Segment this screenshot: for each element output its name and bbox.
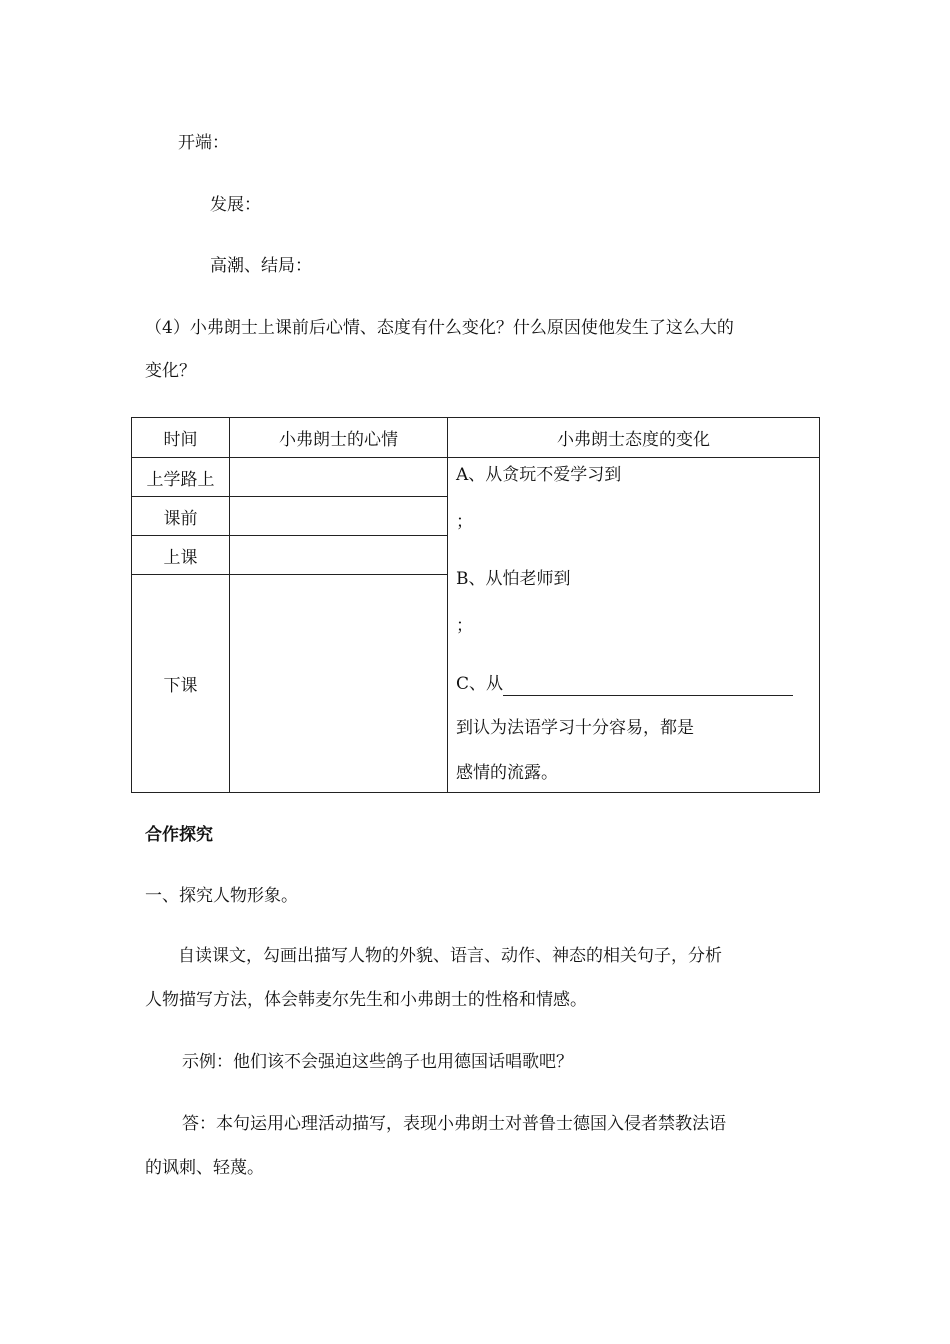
answer-line2: 的讽刺、轻蔑。 <box>145 1158 264 1178</box>
plot-start: 开端： <box>178 133 229 153</box>
attitude-a: A、从贪玩不爱学习到 <box>456 465 622 485</box>
header-mood: 小弗朗士的心情 <box>230 418 448 458</box>
mood-attitude-table <box>131 417 820 793</box>
plot-climax-end: 高潮、结局： <box>210 256 312 276</box>
answer-line1: 答：本句运用心理活动描写，表现小弗朗士对普鲁士德国入侵者禁教法语 <box>182 1114 726 1134</box>
attitude-semicolon-2: ； <box>456 616 473 636</box>
mood-cell <box>230 497 448 536</box>
question4-line1: （4）小弗朗士上课前后心情、态度有什么变化？什么原因使他发生了这么大的 <box>145 318 734 338</box>
attitude-c <box>456 672 793 696</box>
time-cell: 课前 <box>132 497 230 536</box>
example-sentence: 示例：他们该不会强迫这些鸽子也用德国话唱歌吧？ <box>182 1052 573 1072</box>
header-time: 时间 <box>132 418 230 458</box>
attitude-c-cont: 到认为法语学习十分容易，都是 <box>456 718 694 738</box>
time-cell: 上学路上 <box>132 458 230 497</box>
table-row <box>132 458 820 497</box>
mood-cell <box>230 536 448 575</box>
header-attitude: 小弗朗士态度的变化 <box>448 418 820 458</box>
attitude-c-label: C、从 <box>456 674 504 694</box>
section-subheading: 一、探究人物形象。 <box>145 886 298 906</box>
attitude-cell <box>448 458 820 793</box>
mood-cell <box>230 458 448 497</box>
fill-blank-line <box>503 677 793 696</box>
time-cell: 上课 <box>132 536 230 575</box>
task-para-line2: 人物描写方法，体会韩麦尔先生和小弗朗士的性格和情感。 <box>145 990 587 1010</box>
question4-line2: 变化？ <box>145 361 196 381</box>
table-header-row <box>132 418 820 458</box>
attitude-c-end: 感情的流露。 <box>456 763 558 783</box>
plot-development: 发展： <box>210 195 261 215</box>
attitude-semicolon-1: ； <box>456 512 473 532</box>
mood-cell <box>230 575 448 793</box>
section-title: 合作探究 <box>145 825 213 845</box>
attitude-b: B、从怕老师到 <box>456 569 571 589</box>
time-cell: 下课 <box>132 575 230 793</box>
task-para-line1: 自读课文，勾画出描写人物的外貌、语言、动作、神态的相关句子，分析 <box>178 946 722 966</box>
